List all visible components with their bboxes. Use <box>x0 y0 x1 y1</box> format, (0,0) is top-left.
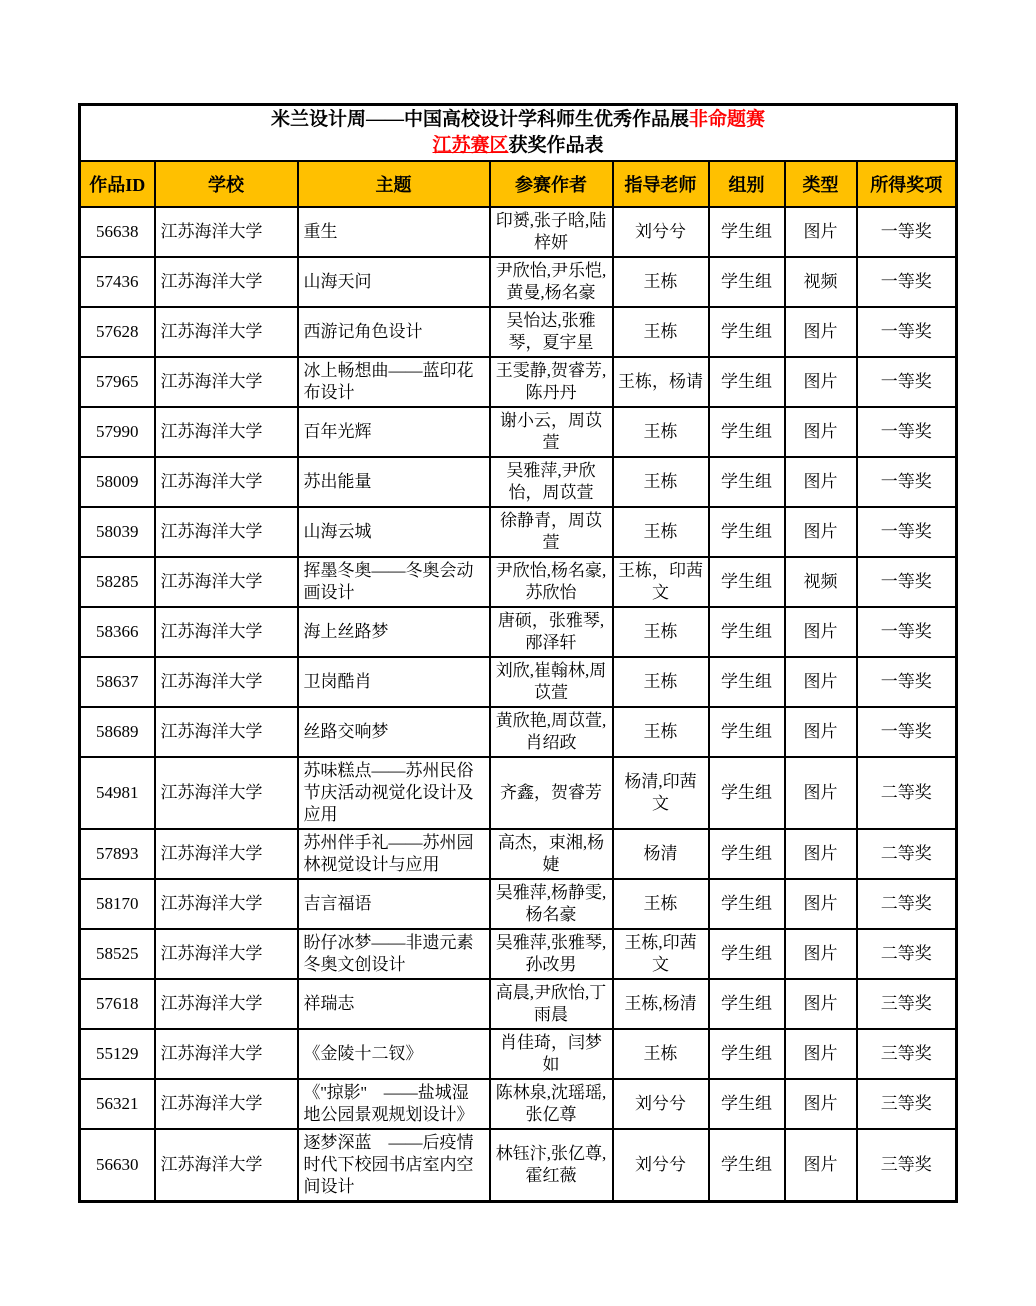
cell-teacher: 王栋 <box>613 307 709 357</box>
cell-award: 一等奖 <box>857 457 957 507</box>
cell-group: 学生组 <box>709 1129 785 1202</box>
title-line2-red: 江苏赛区 <box>432 135 509 156</box>
cell-topic: 重生 <box>298 207 490 257</box>
table-row <box>80 1129 957 1202</box>
cell-work-id: 57628 <box>80 307 155 357</box>
cell-type: 图片 <box>785 657 857 707</box>
cell-teacher: 王栋 <box>613 879 709 929</box>
cell-work-id: 58170 <box>80 879 155 929</box>
title-line-2 <box>81 133 955 159</box>
cell-work-id: 58009 <box>80 457 155 507</box>
cell-work-id: 57893 <box>80 829 155 879</box>
cell-award: 一等奖 <box>857 307 957 357</box>
cell-group: 学生组 <box>709 657 785 707</box>
cell-group: 学生组 <box>709 1079 785 1129</box>
table-row <box>80 657 957 707</box>
cell-topic: 西游记角色设计 <box>298 307 490 357</box>
cell-topic: 盼仔冰梦——非遗元素冬奥文创设计 <box>298 929 490 979</box>
col-header-authors: 参赛作者 <box>490 161 613 207</box>
cell-school: 江苏海洋大学 <box>155 207 298 257</box>
table-row <box>80 707 957 757</box>
cell-group: 学生组 <box>709 879 785 929</box>
table-row <box>80 207 957 257</box>
cell-group: 学生组 <box>709 1029 785 1079</box>
cell-work-id: 56638 <box>80 207 155 257</box>
cell-award: 三等奖 <box>857 979 957 1029</box>
col-header-topic: 主题 <box>298 161 490 207</box>
title-line2-black: 获奖作品表 <box>508 135 604 156</box>
cell-school: 江苏海洋大学 <box>155 929 298 979</box>
cell-authors: 高杰，束湘,杨婕 <box>490 829 613 879</box>
cell-group: 学生组 <box>709 557 785 607</box>
col-header-school: 学校 <box>155 161 298 207</box>
table-row <box>80 1029 957 1079</box>
cell-authors: 肖佳琦，闫梦如 <box>490 1029 613 1079</box>
cell-topic: 海上丝路梦 <box>298 607 490 657</box>
col-header-award: 所得奖项 <box>857 161 957 207</box>
cell-type: 图片 <box>785 307 857 357</box>
cell-school: 江苏海洋大学 <box>155 307 298 357</box>
cell-authors: 王雯静,贺睿芳,陈丹丹 <box>490 357 613 407</box>
cell-work-id: 57990 <box>80 407 155 457</box>
cell-type: 图片 <box>785 757 857 829</box>
cell-topic: 冰上畅想曲——蓝印花布设计 <box>298 357 490 407</box>
cell-work-id: 58525 <box>80 929 155 979</box>
cell-group: 学生组 <box>709 829 785 879</box>
cell-teacher: 王栋 <box>613 1029 709 1079</box>
cell-topic: 山海天问 <box>298 257 490 307</box>
cell-work-id: 57965 <box>80 357 155 407</box>
title-line1-red: 非命题赛 <box>689 109 766 130</box>
cell-school: 江苏海洋大学 <box>155 507 298 557</box>
cell-award: 二等奖 <box>857 829 957 879</box>
col-header-group: 组别 <box>709 161 785 207</box>
table-row <box>80 407 957 457</box>
cell-authors: 徐静青，周苡萱 <box>490 507 613 557</box>
cell-authors: 吴雅萍,尹欣怡，周苡萱 <box>490 457 613 507</box>
cell-type: 图片 <box>785 507 857 557</box>
cell-school: 江苏海洋大学 <box>155 757 298 829</box>
cell-teacher: 刘兮兮 <box>613 207 709 257</box>
cell-authors: 吴雅萍,张雅琴,孙改男 <box>490 929 613 979</box>
cell-award: 三等奖 <box>857 1079 957 1129</box>
cell-type: 图片 <box>785 829 857 879</box>
cell-topic: 苏味糕点——苏州民俗节庆活动视觉化设计及应用 <box>298 757 490 829</box>
cell-work-id: 56321 <box>80 1079 155 1129</box>
table-row <box>80 557 957 607</box>
cell-work-id: 58637 <box>80 657 155 707</box>
cell-teacher: 王栋,杨清 <box>613 979 709 1029</box>
cell-teacher: 王栋 <box>613 407 709 457</box>
cell-teacher: 王栋 <box>613 257 709 307</box>
cell-award: 三等奖 <box>857 1129 957 1202</box>
cell-award: 二等奖 <box>857 879 957 929</box>
cell-group: 学生组 <box>709 757 785 829</box>
cell-authors: 谢小云，周苡萱 <box>490 407 613 457</box>
cell-type: 图片 <box>785 357 857 407</box>
cell-school: 江苏海洋大学 <box>155 657 298 707</box>
cell-award: 一等奖 <box>857 257 957 307</box>
cell-authors: 尹欣怡,杨名豪,苏欣怡 <box>490 557 613 607</box>
cell-type: 图片 <box>785 979 857 1029</box>
cell-award: 二等奖 <box>857 929 957 979</box>
cell-topic: 丝路交响梦 <box>298 707 490 757</box>
cell-work-id: 56630 <box>80 1129 155 1202</box>
cell-teacher: 王栋 <box>613 507 709 557</box>
cell-group: 学生组 <box>709 607 785 657</box>
cell-school: 江苏海洋大学 <box>155 557 298 607</box>
cell-topic: 挥墨冬奥——冬奥会动画设计 <box>298 557 490 607</box>
cell-school: 江苏海洋大学 <box>155 407 298 457</box>
table-row <box>80 257 957 307</box>
cell-group: 学生组 <box>709 257 785 307</box>
cell-work-id: 58689 <box>80 707 155 757</box>
cell-school: 江苏海洋大学 <box>155 1129 298 1202</box>
cell-teacher: 刘兮兮 <box>613 1129 709 1202</box>
title-row <box>80 105 957 162</box>
cell-award: 一等奖 <box>857 707 957 757</box>
cell-authors: 刘欣,崔翰林,周苡萱 <box>490 657 613 707</box>
cell-type: 图片 <box>785 607 857 657</box>
cell-authors: 黄欣艳,周苡萱,肖绍政 <box>490 707 613 757</box>
cell-type: 图片 <box>785 929 857 979</box>
cell-group: 学生组 <box>709 207 785 257</box>
cell-award: 二等奖 <box>857 757 957 829</box>
cell-group: 学生组 <box>709 979 785 1029</box>
table-row <box>80 879 957 929</box>
cell-authors: 林钰汴,张亿尊,霍红薇 <box>490 1129 613 1202</box>
cell-award: 一等奖 <box>857 357 957 407</box>
cell-work-id: 57618 <box>80 979 155 1029</box>
cell-school: 江苏海洋大学 <box>155 357 298 407</box>
cell-teacher: 王栋，杨请 <box>613 357 709 407</box>
table-header-row <box>80 161 957 207</box>
col-header-type: 类型 <box>785 161 857 207</box>
table-body <box>80 207 957 1202</box>
cell-work-id: 54981 <box>80 757 155 829</box>
cell-teacher: 杨清,印茜文 <box>613 757 709 829</box>
cell-school: 江苏海洋大学 <box>155 1029 298 1079</box>
cell-group: 学生组 <box>709 707 785 757</box>
cell-group: 学生组 <box>709 929 785 979</box>
cell-school: 江苏海洋大学 <box>155 457 298 507</box>
cell-award: 一等奖 <box>857 507 957 557</box>
cell-type: 图片 <box>785 407 857 457</box>
table-row <box>80 829 957 879</box>
col-header-work-id: 作品ID <box>80 161 155 207</box>
document-title <box>80 105 957 162</box>
cell-award: 三等奖 <box>857 1029 957 1079</box>
cell-work-id: 55129 <box>80 1029 155 1079</box>
cell-type: 图片 <box>785 457 857 507</box>
cell-work-id: 58039 <box>80 507 155 557</box>
cell-authors: 高晨,尹欣怡,丁雨晨 <box>490 979 613 1029</box>
cell-authors: 尹欣怡,尹乐恺,黄曼,杨名豪 <box>490 257 613 307</box>
cell-topic: 百年光辉 <box>298 407 490 457</box>
cell-type: 图片 <box>785 707 857 757</box>
cell-school: 江苏海洋大学 <box>155 1079 298 1129</box>
table-row <box>80 1079 957 1129</box>
cell-topic: 逐梦深蓝 ——后疫情时代下校园书店室内空间设计 <box>298 1129 490 1202</box>
table-row <box>80 307 957 357</box>
title-line1-black: 米兰设计周——中国高校设计学科师生优秀作品展 <box>271 109 690 130</box>
cell-work-id: 57436 <box>80 257 155 307</box>
cell-group: 学生组 <box>709 357 785 407</box>
cell-topic: 祥瑞志 <box>298 979 490 1029</box>
cell-work-id: 58366 <box>80 607 155 657</box>
table-row <box>80 607 957 657</box>
cell-teacher: 王栋 <box>613 707 709 757</box>
table-row <box>80 507 957 557</box>
cell-group: 学生组 <box>709 307 785 357</box>
document-sheet <box>78 103 955 1203</box>
cell-authors: 吴怡达,张雅琴，夏宇星 <box>490 307 613 357</box>
cell-work-id: 58285 <box>80 557 155 607</box>
cell-school: 江苏海洋大学 <box>155 257 298 307</box>
cell-teacher: 刘兮兮 <box>613 1079 709 1129</box>
table-row <box>80 457 957 507</box>
cell-authors: 吴雅萍,杨静雯,杨名豪 <box>490 879 613 929</box>
cell-type: 图片 <box>785 1129 857 1202</box>
cell-topic: 苏州伴手礼——苏州园林视觉设计与应用 <box>298 829 490 879</box>
cell-type: 视频 <box>785 557 857 607</box>
cell-type: 图片 <box>785 207 857 257</box>
cell-topic: 卫岗酷肖 <box>298 657 490 707</box>
cell-authors: 齐鑫，贺睿芳 <box>490 757 613 829</box>
cell-award: 一等奖 <box>857 607 957 657</box>
cell-type: 图片 <box>785 1029 857 1079</box>
awards-table <box>78 103 958 1203</box>
cell-topic: 吉言福语 <box>298 879 490 929</box>
cell-school: 江苏海洋大学 <box>155 829 298 879</box>
cell-authors: 陈林泉,沈瑶瑶,张亿尊 <box>490 1079 613 1129</box>
col-header-teacher: 指导老师 <box>613 161 709 207</box>
cell-authors: 印赟,张子晗,陆梓妍 <box>490 207 613 257</box>
cell-school: 江苏海洋大学 <box>155 979 298 1029</box>
cell-award: 一等奖 <box>857 207 957 257</box>
cell-topic: 山海云城 <box>298 507 490 557</box>
table-row <box>80 357 957 407</box>
cell-topic: 苏出能量 <box>298 457 490 507</box>
cell-teacher: 王栋,印茜文 <box>613 929 709 979</box>
cell-award: 一等奖 <box>857 657 957 707</box>
cell-school: 江苏海洋大学 <box>155 879 298 929</box>
cell-type: 图片 <box>785 879 857 929</box>
cell-award: 一等奖 <box>857 557 957 607</box>
cell-topic: 《''掠影'' ——盐城湿地公园景观规划设计》 <box>298 1079 490 1129</box>
title-line-1 <box>81 107 955 133</box>
cell-group: 学生组 <box>709 407 785 457</box>
cell-award: 一等奖 <box>857 407 957 457</box>
cell-teacher: 杨清 <box>613 829 709 879</box>
cell-type: 视频 <box>785 257 857 307</box>
cell-group: 学生组 <box>709 507 785 557</box>
table-row <box>80 929 957 979</box>
cell-school: 江苏海洋大学 <box>155 707 298 757</box>
cell-teacher: 王栋，印茜文 <box>613 557 709 607</box>
table-row <box>80 757 957 829</box>
cell-school: 江苏海洋大学 <box>155 607 298 657</box>
cell-group: 学生组 <box>709 457 785 507</box>
table-row <box>80 979 957 1029</box>
cell-topic: 《金陵十二钗》 <box>298 1029 490 1079</box>
cell-teacher: 王栋 <box>613 607 709 657</box>
cell-type: 图片 <box>785 1079 857 1129</box>
cell-authors: 唐硕，张雅琴,邴泽轩 <box>490 607 613 657</box>
cell-teacher: 王栋 <box>613 657 709 707</box>
cell-teacher: 王栋 <box>613 457 709 507</box>
